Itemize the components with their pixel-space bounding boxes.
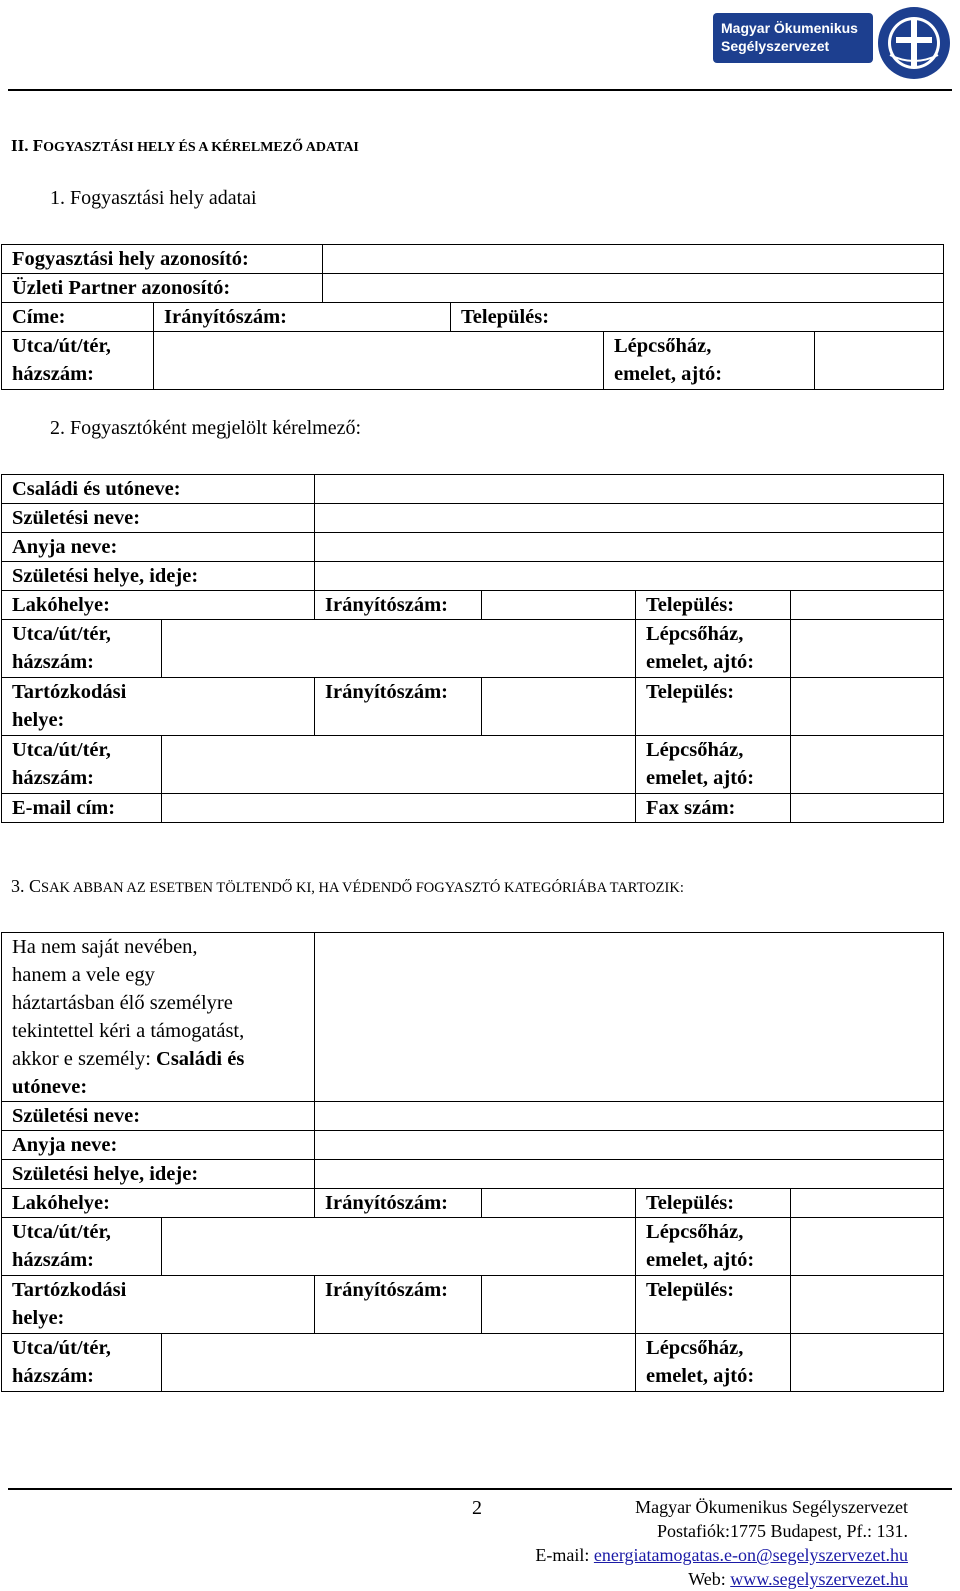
applicant-table	[1, 474, 944, 823]
field-email[interactable]	[162, 794, 636, 823]
label-stay-street-line1: Utca/út/tér,	[12, 739, 111, 761]
label-residence-street	[2, 620, 162, 678]
label-hm-residence-street-line1: Utca/út/tér,	[12, 1221, 111, 1243]
label-stay-line1: Tartózkodási	[12, 681, 127, 703]
label-stay-line2: helye:	[12, 709, 65, 731]
household-intro-line2: hanem a vele egy	[12, 964, 155, 986]
footer-web-link[interactable]: www.segelyszervezet.hu	[730, 1569, 908, 1589]
field-stay-stair[interactable]	[791, 736, 944, 794]
consumption-place-table	[1, 244, 944, 390]
label-stay-street-line2: házszám:	[12, 767, 94, 789]
label-hm-residence-stair-line2: emelet, ajtó:	[646, 1249, 755, 1271]
label-residence-street-line1: Utca/út/tér,	[12, 623, 111, 645]
label-hm-residence-street	[2, 1218, 162, 1276]
field-business-partner-id[interactable]	[323, 274, 944, 303]
label-hm-residence: Lakóhelye:	[2, 1189, 315, 1218]
field-hm-birth-name[interactable]	[315, 1102, 944, 1131]
footer-email-link[interactable]: energiatamogatas.e-on@segelyszervezet.hu	[593, 1545, 908, 1565]
label-consumption-place-id: Fogyasztási hely azonosító:	[2, 245, 323, 274]
label-stay-stair-line1: Lépcsőház,	[646, 739, 744, 761]
label-postcode: Irányítószám:	[154, 303, 451, 332]
field-hm-residence-street[interactable]	[162, 1218, 636, 1276]
page-number: 2	[472, 1497, 482, 1519]
household-intro-line3: háztartásban élő személyre	[12, 992, 233, 1014]
label-residence: Lakóhelye:	[2, 591, 315, 620]
label-hm-birth-name: Születési neve:	[2, 1102, 315, 1131]
field-street[interactable]	[154, 332, 604, 390]
section-3-title	[11, 876, 684, 897]
field-residence-stair[interactable]	[791, 620, 944, 678]
label-hm-residence-stair	[636, 1218, 791, 1276]
footer-address: Postafiók:1775 Budapest, Pf.: 131.	[657, 1521, 908, 1541]
label-hm-stay	[2, 1276, 315, 1334]
label-hm-stay-postcode: Irányítószám:	[315, 1276, 482, 1334]
field-residence-street[interactable]	[162, 620, 636, 678]
field-fax[interactable]	[791, 794, 944, 823]
section-2-title	[11, 136, 359, 156]
section-2-prefix: II.	[11, 136, 33, 155]
field-birth-name[interactable]	[315, 504, 944, 533]
label-residence-street-line2: házszám:	[12, 651, 94, 673]
footer-email-line	[535, 1543, 908, 1567]
label-hm-stay-settlement: Település:	[636, 1276, 791, 1334]
logo-wordmark	[713, 13, 873, 63]
field-birth-place-date[interactable]	[315, 562, 944, 591]
field-hm-stay-stair[interactable]	[791, 1334, 944, 1392]
label-hm-residence-settlement: Település:	[636, 1189, 791, 1218]
organization-logo	[713, 5, 953, 81]
field-stay-postcode[interactable]	[482, 678, 636, 736]
section-3-initial: C	[29, 876, 42, 896]
label-email: E-mail cím:	[2, 794, 162, 823]
label-birth-name: Születési neve:	[2, 504, 315, 533]
label-street-line2: házszám:	[12, 363, 94, 385]
label-street-line1: Utca/út/tér,	[12, 335, 111, 357]
field-consumption-place-id[interactable]	[323, 245, 944, 274]
field-mother-name[interactable]	[315, 533, 944, 562]
household-intro-line1: Ha nem saját nevében,	[12, 936, 198, 958]
label-residence-stair-line2: emelet, ajtó:	[646, 651, 755, 673]
field-residence-postcode[interactable]	[482, 591, 636, 620]
field-hm-birth-place-date[interactable]	[315, 1160, 944, 1189]
field-hm-mother-name[interactable]	[315, 1131, 944, 1160]
label-stair-line2: emelet, ajtó:	[614, 363, 723, 385]
field-hm-stay-settlement[interactable]	[791, 1276, 944, 1334]
subsection-1-title: 1. Fogyasztási hely adatai	[50, 187, 257, 209]
field-hm-stay-street[interactable]	[162, 1334, 636, 1392]
logo-line1: Magyar Ökumenikus	[721, 20, 858, 36]
field-residence-settlement[interactable]	[791, 591, 944, 620]
household-intro-line5: akkor e személy:	[12, 1048, 157, 1070]
field-hm-residence-settlement[interactable]	[791, 1189, 944, 1218]
section-3-number: 3.	[11, 876, 29, 896]
seal-icon	[876, 5, 952, 81]
label-household-member	[2, 933, 315, 1102]
label-hm-stay-line1: Tartózkodási	[12, 1279, 127, 1301]
label-hm-stay-street	[2, 1334, 162, 1392]
label-hm-stay-street-line2: házszám:	[12, 1365, 94, 1387]
label-stay-settlement: Település:	[636, 678, 791, 736]
header-rule	[8, 89, 952, 91]
field-stay-street[interactable]	[162, 736, 636, 794]
field-stay-settlement[interactable]	[791, 678, 944, 736]
label-hm-residence-street-line2: házszám:	[12, 1249, 94, 1271]
logo-line2: Segélyszervezet	[721, 38, 830, 54]
footer-email-label: E-mail:	[535, 1545, 594, 1565]
section-2-title-text: OGYASZTÁSI HELY ÉS A KÉRELMEZŐ ADATAI	[43, 140, 359, 155]
label-stay-postcode: Irányítószám:	[315, 678, 482, 736]
label-stair-line1: Lépcsőház,	[614, 335, 712, 357]
field-full-name[interactable]	[315, 475, 944, 504]
label-residence-stair-line1: Lépcsőház,	[646, 623, 744, 645]
label-address: Címe:	[2, 303, 154, 332]
field-hm-stay-postcode[interactable]	[482, 1276, 636, 1334]
label-business-partner-id: Üzleti Partner azonosító:	[2, 274, 323, 303]
subsection-2-title: 2. Fogyasztóként megjelölt kérelmező:	[50, 417, 362, 439]
label-full-name: Családi és utóneve:	[2, 475, 315, 504]
label-hm-stay-stair	[636, 1334, 791, 1392]
section-2-initial: F	[32, 136, 44, 155]
footer-web-line	[535, 1567, 908, 1591]
label-hm-residence-postcode: Irányítószám:	[315, 1189, 482, 1218]
household-intro-line4: tekintettel kéri a támogatást,	[12, 1020, 245, 1042]
section-3-title-text: SAK ABBAN AZ ESETBEN TÖLTENDŐ KI, HA VÉDENDŐ FOGYASZTÓ KATEGÓRIÁBA TARTOZIK:	[41, 880, 684, 896]
label-stay-street	[2, 736, 162, 794]
footer-org: Magyar Ökumenikus Segélyszervezet	[635, 1497, 908, 1517]
label-mother-name: Anyja neve:	[2, 533, 315, 562]
label-hm-residence-stair-line1: Lépcsőház,	[646, 1221, 744, 1243]
household-intro-line5-bold: Családi és	[156, 1048, 245, 1070]
label-hm-stay-stair-line1: Lépcsőház,	[646, 1337, 744, 1359]
label-residence-postcode: Irányítószám:	[315, 591, 482, 620]
protected-consumer-table	[1, 932, 944, 1392]
label-hm-stay-stair-line2: emelet, ajtó:	[646, 1365, 755, 1387]
label-birth-place-date: Születési helye, ideje:	[2, 562, 315, 591]
label-settlement: Település:	[451, 303, 944, 332]
label-street	[2, 332, 154, 390]
label-stay	[2, 678, 315, 736]
household-intro-line6: utóneve:	[12, 1076, 88, 1098]
label-stair	[604, 332, 815, 390]
field-stair[interactable]	[815, 332, 944, 390]
field-hm-residence-postcode[interactable]	[482, 1189, 636, 1218]
label-hm-birth-place-date: Születési helye, ideje:	[2, 1160, 315, 1189]
field-hm-residence-stair[interactable]	[791, 1218, 944, 1276]
footer-web-label: Web:	[688, 1569, 731, 1589]
label-hm-mother-name: Anyja neve:	[2, 1131, 315, 1160]
label-stay-stair-line2: emelet, ajtó:	[646, 767, 755, 789]
label-hm-stay-line2: helye:	[12, 1307, 65, 1329]
field-household-member-name[interactable]	[315, 933, 944, 1102]
label-residence-stair	[636, 620, 791, 678]
label-hm-stay-street-line1: Utca/út/tér,	[12, 1337, 111, 1359]
footer-contact	[535, 1495, 908, 1591]
label-fax: Fax szám:	[636, 794, 791, 823]
label-residence-settlement: Település:	[636, 591, 791, 620]
label-stay-stair	[636, 736, 791, 794]
footer-rule	[8, 1488, 952, 1490]
